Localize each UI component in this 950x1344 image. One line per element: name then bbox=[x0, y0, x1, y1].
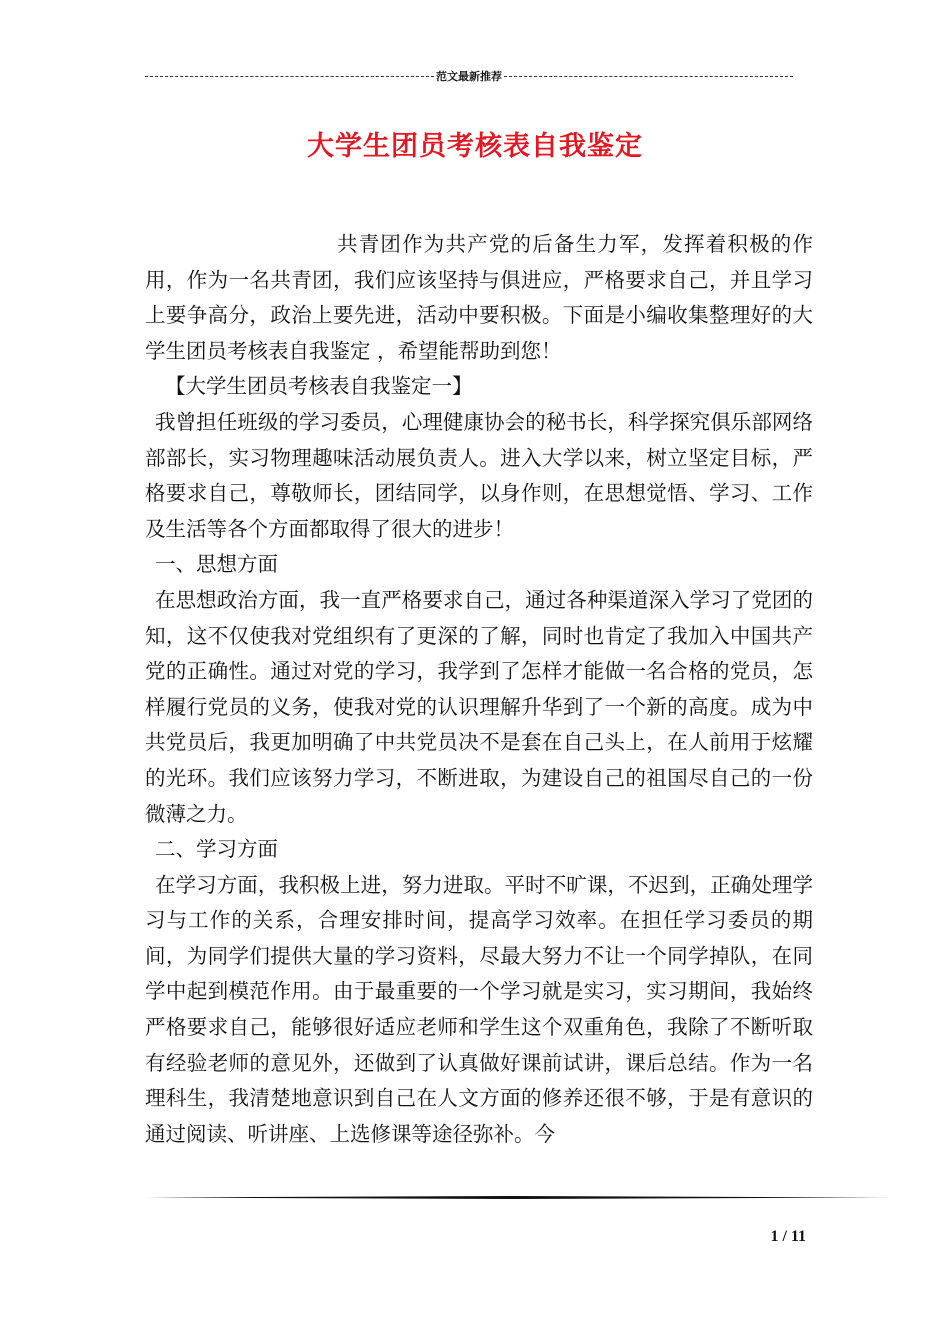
section-heading-bracket: 【大学生团员考核表自我鉴定一】 bbox=[165, 374, 473, 399]
body-paragraph: 我曾担任班级的学习委员，心理健康协会的秘书长，科学探究俱乐部网络部部长，实习物理趣味活动展负责人。进入大学以来，树立坚定目标，严格要求自己，尊敬师长，团结同学，以身作则，在思想觉悟、学习、工作及生活等各个方面都取得了很大的进步！ bbox=[145, 409, 813, 541]
document-title: 大学生团员考核表自我鉴定 bbox=[307, 131, 643, 162]
body-paragraph: 在学习方面，我积极上进，努力进取。平时不旷课，不迟到，正确处理学习与工作的关系，合理安排时间，提高学习效率。在担任学习委员的期间，为同学们提供大量的学习资料，尽最大努力不让一个同学掉队，在同学中起到模范作用。由于最重要的一个学习就是实习，实习期间，我始终严格要求自己，能够很好适应老师和学生这个双重角色，我除了不断听取有经验老师的意见外，还做到了认真做好课前试讲，课后总结。作为一名理科生，我清楚地意识到自己在人文方面的修养还很不够，于是有意识的通过阅读、听讲座、上选修课等途径弥补。今 bbox=[145, 872, 813, 1146]
page-number: 1 / 11 bbox=[770, 1228, 806, 1245]
page-header bbox=[145, 66, 793, 86]
body-paragraph: 在思想政治方面，我一直严格要求自己，通过各种渠道深入学习了党团的知，这不仅使我对党组织有了更深的了解，同时也肯定了我加入中国共产党的正确性。通过对党的学习，我学到了怎样才能做一名合格的党员，怎样履行党员的义务，使我对党的认识理解升华到了一个新的高度。成为中共党员后，我更加明确了中共党员决不是套在自己头上，在人前用于炫耀的光环。我们应该努力学习，不断进取，为建设自己的祖国尽自己的一份微薄之力。 bbox=[145, 587, 813, 826]
footer-rule-line bbox=[145, 1196, 890, 1199]
header-label: 范文最新推荐 bbox=[436, 70, 502, 83]
section-heading: 一、思想方面 bbox=[155, 552, 278, 577]
header-dashes-right bbox=[504, 76, 793, 77]
footer-rule bbox=[145, 1196, 890, 1199]
header-dashes-left bbox=[145, 76, 434, 77]
document-body bbox=[145, 227, 813, 1152]
section-heading: 二、学习方面 bbox=[155, 837, 278, 862]
intro-paragraph: 共青团作为共产党的后备生力军，发挥着积极的作用，作为一名共青团，我们应该坚持与俱进应，严格要求自己，并且学习上要争高分，政治上要先进，活动中要积极。下面是小编收集整理好的大学生团员考核表自我鉴定 ，希望能帮助到您！ bbox=[145, 232, 813, 363]
